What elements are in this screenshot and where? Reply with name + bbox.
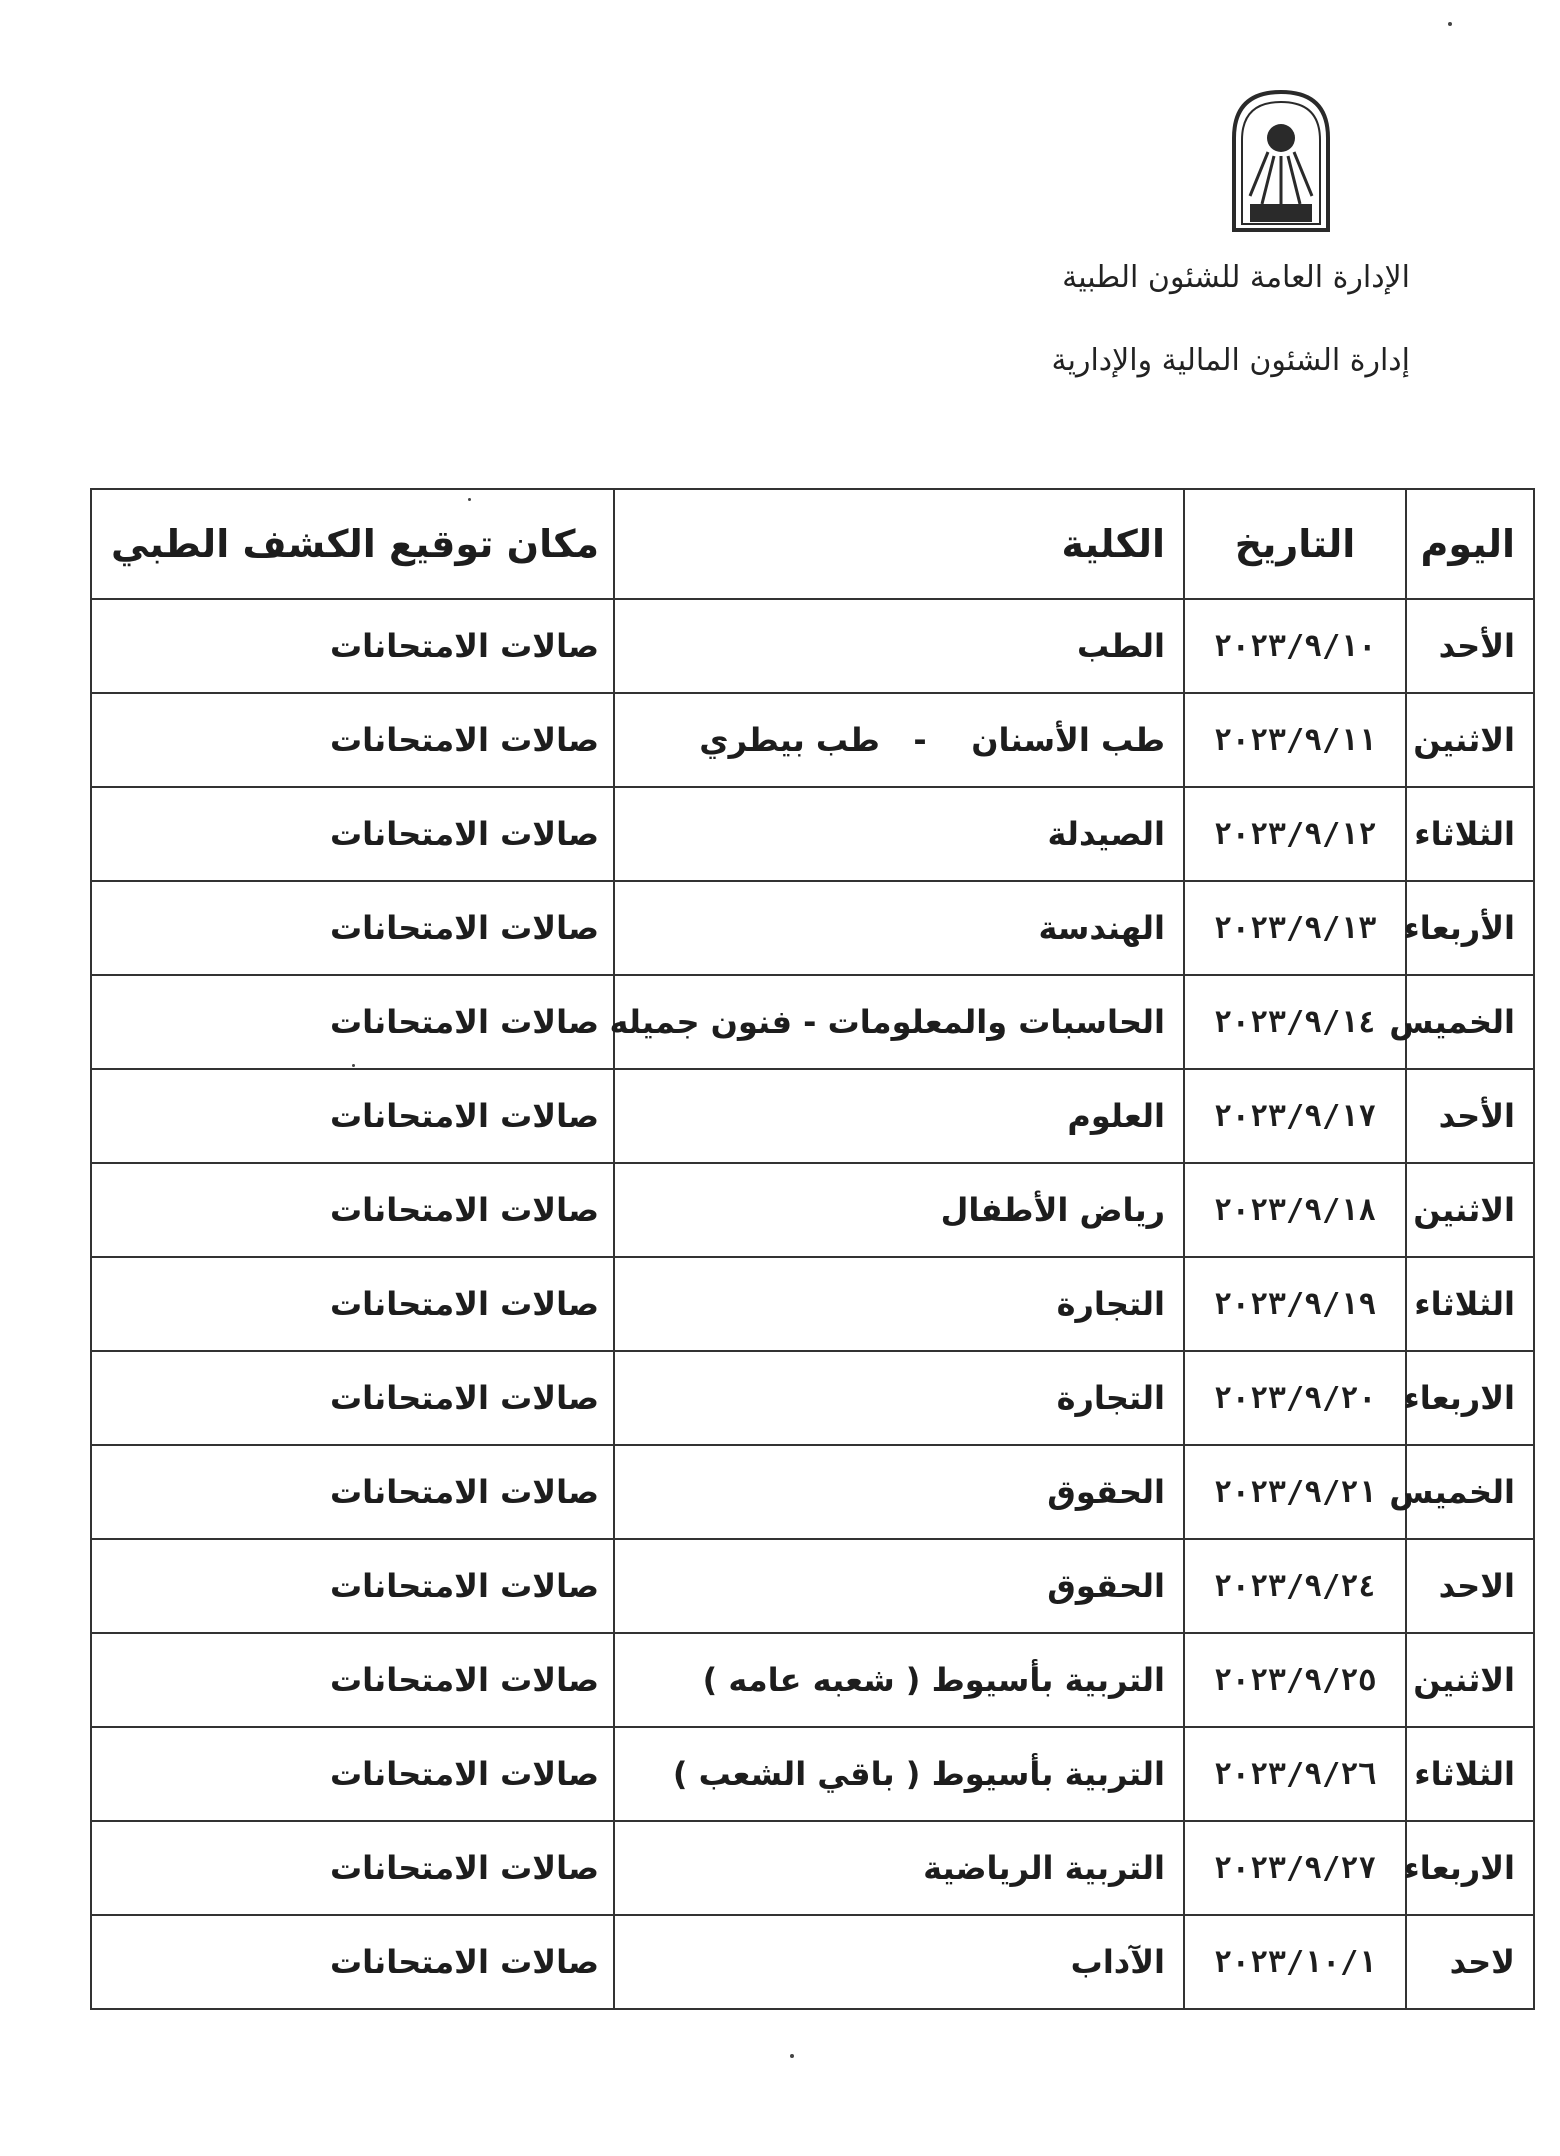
cell-place: صالات الامتحانات <box>91 1257 614 1351</box>
cell-date: ٢٠٢٣/٩/٢٦ <box>1184 1727 1406 1821</box>
cell-place: صالات الامتحانات <box>91 975 614 1069</box>
cell-faculty: الحقوق <box>614 1445 1184 1539</box>
cell-day: الاربعاء <box>1406 1821 1534 1915</box>
cell-day: الخميس <box>1406 1445 1534 1539</box>
table-row <box>91 1727 1534 1821</box>
cell-place: صالات الامتحانات <box>91 1633 614 1727</box>
cell-date: ٢٠٢٣/٩/١٧ <box>1184 1069 1406 1163</box>
table-row <box>91 1257 1534 1351</box>
cell-date: ٢٠٢٣/٩/١٨ <box>1184 1163 1406 1257</box>
cell-place: صالات الامتحانات <box>91 881 614 975</box>
cell-place: صالات الامتحانات <box>91 1069 614 1163</box>
cell-date: ٢٠٢٣/٩/١٩ <box>1184 1257 1406 1351</box>
cell-faculty: التربية بأسيوط ( شعبه عامه ) <box>614 1633 1184 1727</box>
table-row <box>91 1821 1534 1915</box>
cell-date: ٢٠٢٣/٩/١٢ <box>1184 787 1406 881</box>
header-general-administration: الإدارة العامة للشئون الطبية <box>1062 260 1410 295</box>
cell-faculty: طب الأسنان - طب بيطري <box>614 693 1184 787</box>
scan-speck <box>352 1064 355 1067</box>
cell-day: الثلاثاء <box>1406 787 1534 881</box>
table-row <box>91 1351 1534 1445</box>
table-header-row <box>91 489 1534 599</box>
cell-day: الأحد <box>1406 1069 1534 1163</box>
cell-day: الاثنين <box>1406 1163 1534 1257</box>
cell-faculty: التربية بأسيوط ( باقي الشعب ) <box>614 1727 1184 1821</box>
cell-place: صالات الامتحانات <box>91 599 614 693</box>
cell-faculty: التجارة <box>614 1257 1184 1351</box>
cell-place: صالات الامتحانات <box>91 1727 614 1821</box>
cell-date: ٢٠٢٣/٩/٢٥ <box>1184 1633 1406 1727</box>
cell-day: الاحد <box>1406 1539 1534 1633</box>
cell-place: صالات الامتحانات <box>91 1445 614 1539</box>
scan-speck <box>468 498 471 501</box>
cell-date: ٢٠٢٣/٩/١٣ <box>1184 881 1406 975</box>
column-header-date: التاريخ <box>1184 489 1406 599</box>
cell-faculty: الآداب <box>614 1915 1184 2009</box>
cell-place: صالات الامتحانات <box>91 787 614 881</box>
cell-date: ٢٠٢٣/١٠/١ <box>1184 1915 1406 2009</box>
table-row <box>91 693 1534 787</box>
cell-date: ٢٠٢٣/٩/٢١ <box>1184 1445 1406 1539</box>
table-row <box>91 1069 1534 1163</box>
cell-faculty: الصيدلة <box>614 787 1184 881</box>
cell-date: ٢٠٢٣/٩/١٤ <box>1184 975 1406 1069</box>
cell-day: الخميس <box>1406 975 1534 1069</box>
cell-day: الأحد <box>1406 599 1534 693</box>
cell-day: الاربعاء <box>1406 1351 1534 1445</box>
table-row <box>91 1163 1534 1257</box>
cell-faculty: الهندسة <box>614 881 1184 975</box>
cell-place: صالات الامتحانات <box>91 1915 614 2009</box>
cell-place: صالات الامتحانات <box>91 1821 614 1915</box>
scan-speck <box>790 2054 794 2058</box>
table-row <box>91 599 1534 693</box>
table-row <box>91 787 1534 881</box>
cell-faculty: التجارة <box>614 1351 1184 1445</box>
cell-place: صالات الامتحانات <box>91 1539 614 1633</box>
university-logo <box>1228 86 1334 232</box>
header-financial-administration: إدارة الشئون المالية والإدارية <box>1051 343 1410 378</box>
schedule-table-wrapper <box>90 488 1535 2010</box>
cell-day: لاحد <box>1406 1915 1534 2009</box>
cell-faculty: التربية الرياضية <box>614 1821 1184 1915</box>
table-row <box>91 881 1534 975</box>
table-row <box>91 1445 1534 1539</box>
table-row <box>91 975 1534 1069</box>
cell-date: ٢٠٢٣/٩/٢٠ <box>1184 1351 1406 1445</box>
cell-day: الأربعاء <box>1406 881 1534 975</box>
cell-day: الاثنين <box>1406 1633 1534 1727</box>
column-header-day: اليوم <box>1406 489 1534 599</box>
cell-faculty: الحقوق <box>614 1539 1184 1633</box>
cell-day: الاثنين <box>1406 693 1534 787</box>
cell-faculty: الحاسبات والمعلومات - فنون جميله <box>614 975 1184 1069</box>
cell-place: صالات الامتحانات <box>91 1163 614 1257</box>
cell-date: ٢٠٢٣/٩/٢٤ <box>1184 1539 1406 1633</box>
cell-day: الثلاثاء <box>1406 1727 1534 1821</box>
cell-date: ٢٠٢٣/٩/٢٧ <box>1184 1821 1406 1915</box>
cell-place: صالات الامتحانات <box>91 1351 614 1445</box>
table-row <box>91 1915 1534 2009</box>
table-row <box>91 1539 1534 1633</box>
column-header-faculty: الكلية <box>614 489 1184 599</box>
table-row <box>91 1633 1534 1727</box>
column-header-place: مكان توقيع الكشف الطبي <box>91 489 614 599</box>
cell-faculty: رياض الأطفال <box>614 1163 1184 1257</box>
cell-day: الثلاثاء <box>1406 1257 1534 1351</box>
cell-faculty: العلوم <box>614 1069 1184 1163</box>
cell-place: صالات الامتحانات <box>91 693 614 787</box>
medical-exam-schedule-table <box>90 488 1535 2010</box>
cell-faculty: الطب <box>614 599 1184 693</box>
cell-date: ٢٠٢٣/٩/١٠ <box>1184 599 1406 693</box>
cell-date: ٢٠٢٣/٩/١١ <box>1184 693 1406 787</box>
scan-speck <box>1448 22 1452 26</box>
